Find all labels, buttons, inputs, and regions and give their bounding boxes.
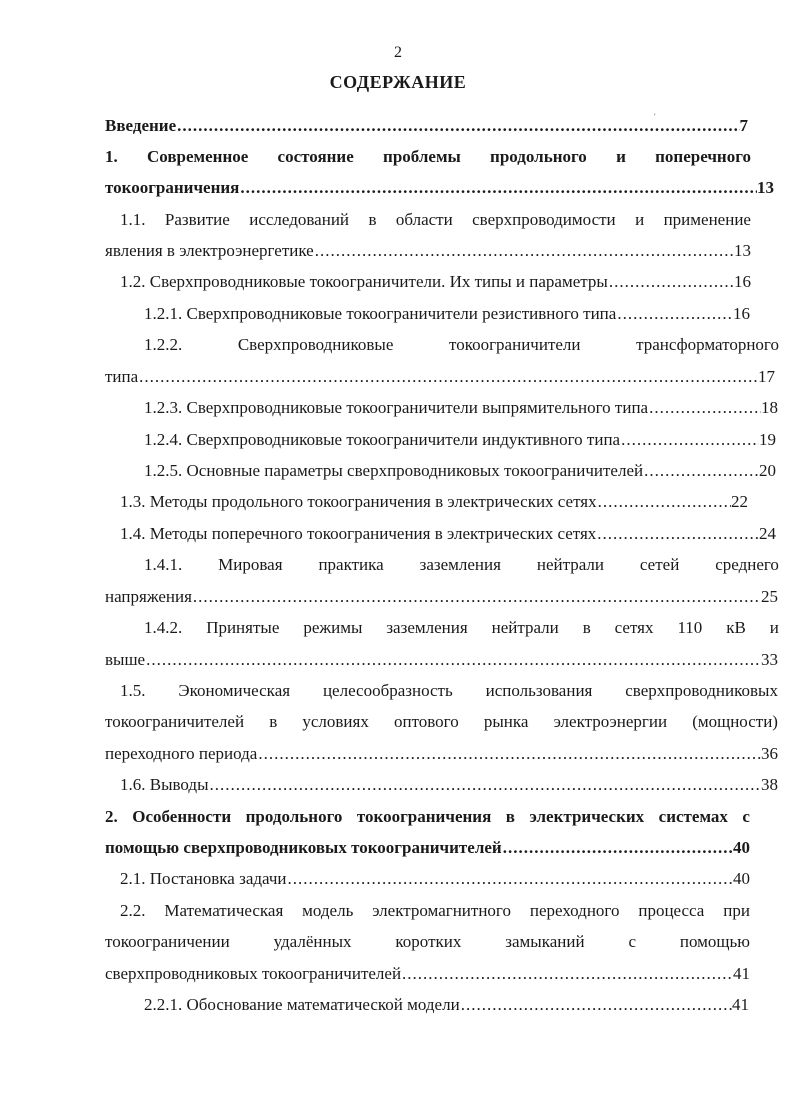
toc-entry-page: 25 <box>761 587 778 606</box>
toc-entry-text: помощью сверхпроводниковых токоограничителей <box>105 838 502 857</box>
leader-dots <box>460 993 732 1017</box>
toc-entry-2-2-line-1[interactable] <box>120 899 750 923</box>
toc-entry-2-1[interactable] <box>120 867 750 891</box>
leader-dots <box>209 773 761 797</box>
toc-entry-text: сверхпроводниковых токоограничителей <box>105 964 402 983</box>
toc-word: 1.4.2. <box>144 618 183 637</box>
leader-dots <box>145 648 761 672</box>
leader-dots <box>643 459 759 483</box>
toc-word: Математическая <box>164 901 284 920</box>
toc-word: модель <box>302 901 354 920</box>
toc-entry-page: 41 <box>732 995 749 1014</box>
toc-word: продольного <box>490 147 587 166</box>
leader-dots <box>648 396 761 420</box>
toc-word: с <box>628 932 636 951</box>
toc-entry-1-4-2-line-1[interactable] <box>144 616 779 640</box>
toc-entry-page: 33 <box>761 650 778 669</box>
toc-word: 1.2.2. <box>144 335 183 354</box>
toc-entry-page: 24 <box>759 524 776 543</box>
toc-entry-page: 16 <box>734 272 751 291</box>
toc-word: в <box>269 712 278 731</box>
toc-entry-text: 1.2.5. Основные параметры сверхпроводниковых токоограничителей <box>144 461 644 480</box>
toc-entry-2-2-line-2[interactable] <box>105 930 750 954</box>
stray-mark: ' <box>654 112 656 122</box>
toc-entry-page: 22 <box>731 492 748 511</box>
toc-entry-1-5-line-2[interactable] <box>105 710 778 734</box>
toc-entry-text: выше <box>105 650 146 669</box>
toc-word: области <box>395 210 453 229</box>
toc-entry-1-4-1-line-2[interactable] <box>105 585 778 609</box>
toc-entry-1-4[interactable] <box>120 522 776 546</box>
toc-entry-page: 7 <box>739 116 748 135</box>
toc-word: проблемы <box>383 147 461 166</box>
leader-dots <box>608 270 734 294</box>
toc-entry-text: 2.1. Постановка задачи <box>120 869 287 888</box>
toc-word: 1.4.1. <box>144 555 183 574</box>
toc-entry-page: 40 <box>733 869 750 888</box>
toc-word: целесообразность <box>322 681 453 700</box>
toc-entry-page: 16 <box>733 304 750 323</box>
toc-word: токоограничителей <box>105 712 245 731</box>
toc-word: Принятые <box>206 618 280 637</box>
leader-dots <box>620 428 759 452</box>
toc-entry-text: 1.3. Методы продольного токоограничения в электрических сетях <box>120 492 597 511</box>
toc-entry-1-2-2-line-1[interactable] <box>144 333 779 357</box>
toc-entry-chapter-2-line-2[interactable] <box>105 836 750 860</box>
toc-word: кВ <box>726 618 746 637</box>
toc-entry-text: 1.4. Методы поперечного токоограничения в электрических сетях <box>120 524 597 543</box>
toc-entry-text: 1.6. Выводы <box>120 775 209 794</box>
toc-word: 2. <box>105 807 118 826</box>
toc-word: применение <box>663 210 751 229</box>
toc-word: трансформаторного <box>636 335 779 354</box>
toc-entry-1-1-line-1[interactable] <box>120 208 751 232</box>
toc-word: поперечного <box>655 147 751 166</box>
toc-entry-1-2[interactable] <box>120 270 751 294</box>
toc-word: среднего <box>715 555 779 574</box>
toc-word: и <box>635 210 645 229</box>
toc-entry-2-2-line-3[interactable] <box>105 962 750 986</box>
toc-word: нейтрали <box>491 618 559 637</box>
toc-word: продольного <box>245 807 343 826</box>
toc-entry-text: токоограничения <box>105 178 240 197</box>
toc-word: и <box>616 147 626 166</box>
toc-word: нейтрали <box>536 555 605 574</box>
toc-word: 2.2. <box>120 901 146 920</box>
toc-word: условиях <box>302 712 369 731</box>
toc-entry-page: 38 <box>761 775 778 794</box>
leader-dots <box>176 114 739 138</box>
toc-word: процесса <box>638 901 705 920</box>
toc-entry-text: 1.2. Сверхпроводниковые токоограничители. Их типы и параметры <box>120 272 608 291</box>
toc-entry-1-2-3[interactable] <box>144 396 778 420</box>
toc-entry-1-5-line-1[interactable] <box>120 679 778 703</box>
toc-entry-1-6[interactable] <box>120 773 778 797</box>
toc-word: токоограничении <box>105 932 230 951</box>
toc-word: режимы <box>303 618 363 637</box>
leader-dots <box>616 302 733 326</box>
leader-dots <box>502 836 733 860</box>
toc-word: состояние <box>277 147 354 166</box>
toc-word: в <box>582 618 591 637</box>
leader-dots <box>287 867 733 891</box>
toc-word: Сверхпроводниковые <box>237 335 394 354</box>
toc-word: заземления <box>419 555 501 574</box>
toc-word: электромагнитного <box>372 901 511 920</box>
toc-word: переходного <box>529 901 620 920</box>
toc-word: и <box>769 618 779 637</box>
toc-word: рынка <box>483 712 529 731</box>
toc-entry-1-1-line-2[interactable] <box>105 239 751 263</box>
toc-entry-page: 40 <box>733 838 750 857</box>
toc-word: электрических <box>529 807 645 826</box>
toc-entry-text: переходного периода <box>105 744 258 763</box>
toc-entry-chapter-2-line-1[interactable] <box>105 805 750 829</box>
toc-word: помощью <box>679 932 750 951</box>
toc-entry-1-4-2-line-2[interactable] <box>105 648 778 672</box>
toc-word: 110 <box>677 618 703 637</box>
toc-entry-chapter-1-line-2[interactable] <box>105 176 774 200</box>
leader-dots <box>257 742 761 766</box>
toc-word: (мощности) <box>692 712 778 731</box>
toc-entry-page: 17 <box>758 367 775 386</box>
toc-entry-text: 1.2.3. Сверхпроводниковые токоограничители выпрямительного типа <box>144 398 649 417</box>
toc-word: системах <box>658 807 728 826</box>
toc-entry-text: типа <box>105 367 139 386</box>
toc-word: 1. <box>105 147 118 166</box>
toc-word: 1.5. <box>120 681 146 700</box>
leader-dots <box>138 365 758 389</box>
toc-entry-text: 2.2.1. Обоснование математической модели <box>144 995 460 1014</box>
leader-dots <box>596 522 759 546</box>
toc-word: при <box>723 901 750 920</box>
toc-entry-page: 36 <box>761 744 778 763</box>
toc-word: электроэнергии <box>553 712 668 731</box>
toc-word: Развитие <box>164 210 230 229</box>
toc-entry-1-2-5[interactable] <box>144 459 776 483</box>
toc-entry-2-2-1[interactable] <box>144 993 749 1017</box>
leader-dots <box>192 585 761 609</box>
toc-entry-1-3[interactable] <box>120 490 748 514</box>
toc-entry-page: 13 <box>757 178 774 197</box>
toc-word: сверхпроводимости <box>472 210 616 229</box>
toc-word: сетей <box>639 555 680 574</box>
toc-word: с <box>742 807 750 826</box>
toc-entry-chapter-1-line-1[interactable] <box>105 145 751 169</box>
page-number: 2 <box>394 44 402 61</box>
toc-entry-text: напряжения <box>105 587 192 606</box>
toc-word: Мировая <box>218 555 283 574</box>
toc-word: токоограничения <box>356 807 492 826</box>
toc-word: исследований <box>249 210 350 229</box>
toc-entry-page: 18 <box>761 398 778 417</box>
toc-entry-text: 1.2.1. Сверхпроводниковые токоограничители резистивного типа <box>144 304 617 323</box>
leader-dots <box>401 962 733 986</box>
toc-entry-text: 1.2.4. Сверхпроводниковые токоограничители индуктивного типа <box>144 430 621 449</box>
toc-entry-text: Введение <box>105 116 177 135</box>
toc-word: токоограничители <box>448 335 581 354</box>
toc-word: Экономическая <box>178 681 291 700</box>
toc-entry-1-2-2-line-2[interactable] <box>105 365 775 389</box>
toc-entry-1-4-1-line-1[interactable] <box>144 553 779 577</box>
leader-dots <box>314 239 734 263</box>
toc-word: Особенности <box>132 807 232 826</box>
toc-word: сверхпроводниковых <box>625 681 778 700</box>
toc-entry-1-2-1[interactable] <box>144 302 750 326</box>
toc-word: заземления <box>386 618 468 637</box>
toc-word: в <box>368 210 377 229</box>
toc-entry-page: 20 <box>759 461 776 480</box>
page-title: СОДЕРЖАНИЕ <box>329 72 467 92</box>
toc-word: удалённых <box>273 932 352 951</box>
toc-entry-1-5-line-3[interactable] <box>105 742 778 766</box>
toc-entry-page: 41 <box>733 964 750 983</box>
toc-entry-page: 19 <box>759 430 776 449</box>
toc-word: практика <box>318 555 384 574</box>
toc-entry-1-2-4[interactable] <box>144 428 776 452</box>
leader-dots <box>239 176 757 200</box>
leader-dots <box>597 490 731 514</box>
toc-entry-introduction[interactable] <box>105 114 748 138</box>
toc-word: 1.1. <box>120 210 146 229</box>
toc-word: сетях <box>614 618 654 637</box>
toc-word: использования <box>485 681 593 700</box>
toc-word: Современное <box>147 147 249 166</box>
toc-entry-text: явления в электроэнергетике <box>105 241 314 260</box>
toc-entry-page: 13 <box>734 241 751 260</box>
toc-word: в <box>505 807 515 826</box>
toc-word: оптового <box>393 712 459 731</box>
toc-word: замыканий <box>505 932 585 951</box>
toc-word: коротких <box>395 932 462 951</box>
